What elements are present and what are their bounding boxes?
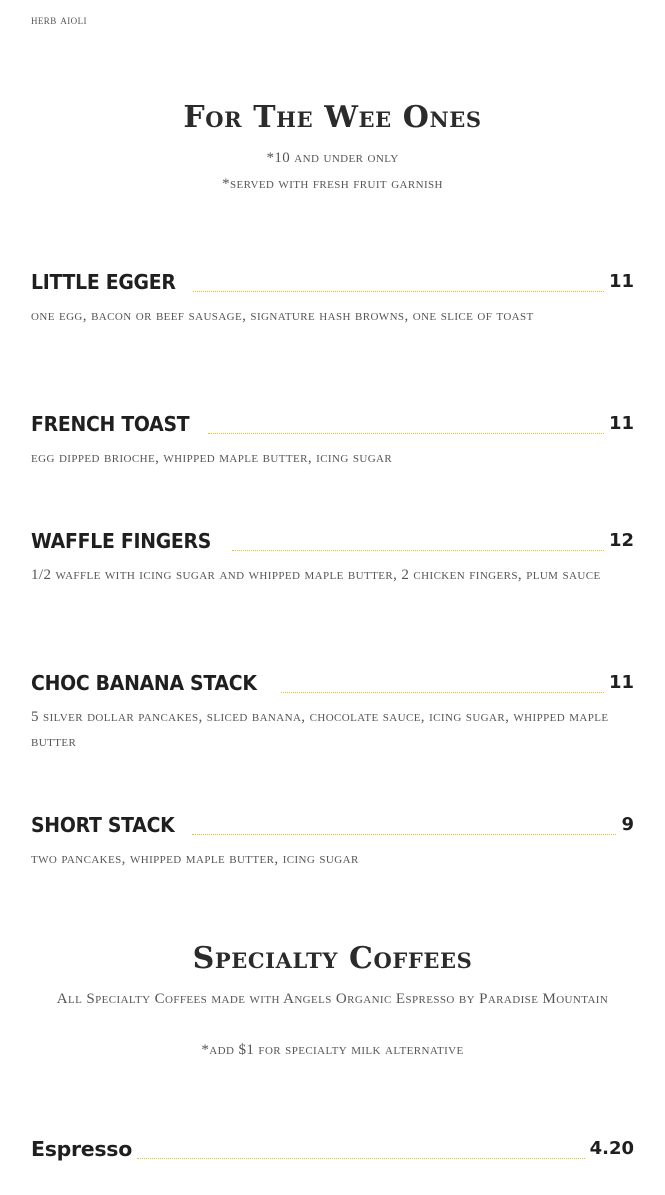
- menu-item-price: 4.20: [589, 1138, 634, 1159]
- previous-item-description-fragment: [31, 7, 631, 32]
- menu-item-french-toast: [31, 410, 634, 471]
- dotted-leader: [232, 550, 604, 551]
- menu-item-name: CHOC BANANA STACK: [31, 671, 257, 695]
- section-note-milk-alternative: *add $1 for specialty milk alternative: [201, 1042, 464, 1058]
- dotted-leader: [281, 692, 604, 693]
- menu-item-description: one egg, bacon or beef sausage, signature hash browns, one slice of toast: [31, 308, 534, 324]
- dotted-leader: [192, 834, 616, 835]
- section-note-age: *10 and under only: [266, 150, 399, 166]
- menu-item-name: SHORT STACK: [31, 813, 175, 837]
- menu-item-price: 11: [608, 271, 634, 292]
- menu-item-header: [31, 811, 634, 839]
- dotted-leader: [208, 433, 604, 434]
- menu-item-header: [31, 669, 634, 697]
- menu-item-price: 11: [608, 672, 634, 693]
- menu-item-header: [31, 1135, 634, 1163]
- menu-item-name: FRENCH TOAST: [31, 412, 190, 436]
- menu-item-choc-banana-stack: [31, 669, 634, 755]
- menu-item-name: WAFFLE FINGERS: [31, 529, 212, 553]
- menu-item-header: [31, 527, 634, 555]
- menu-item-espresso: [31, 1135, 634, 1163]
- menu-item-description: two pancakes, whipped maple butter, icing sugar: [31, 851, 359, 867]
- section-title-specialty-coffees: Specialty Coffees: [192, 941, 473, 976]
- menu-item-price: 12: [608, 530, 634, 551]
- menu-item-price: 11: [608, 413, 634, 434]
- section-title-wee-ones: For The Wee Ones: [183, 100, 482, 135]
- section-note-garnish: *served with fresh fruit garnish: [222, 176, 443, 192]
- menu-item-little-egger: [31, 268, 634, 329]
- menu-item-description: 5 silver dollar pancakes, sliced banana, chocolate sauce, icing sugar, whipped maple butter: [31, 709, 609, 750]
- fragment-text: herb aioli: [31, 12, 87, 27]
- menu-item-header: [31, 268, 634, 296]
- dotted-leader: [137, 1158, 585, 1159]
- menu-item-price: 9: [621, 814, 634, 835]
- menu-item-description: egg dipped brioche, whipped maple butter, icing sugar: [31, 450, 393, 466]
- menu-item-waffle-fingers: [31, 527, 634, 588]
- section-note-espresso-source: All Specialty Coffees made with Angels Organic Espresso by Paradise Mountain: [56, 991, 609, 1007]
- menu-item-header: [31, 410, 634, 438]
- menu-item-name: Espresso: [31, 1137, 132, 1161]
- menu-item-short-stack: [31, 811, 634, 872]
- menu-item-description: 1/2 waffle with icing sugar and whipped maple butter, 2 chicken fingers, plum sauce: [31, 567, 601, 583]
- dotted-leader: [193, 291, 604, 292]
- menu-item-name: LITTLE EGGER: [31, 270, 176, 294]
